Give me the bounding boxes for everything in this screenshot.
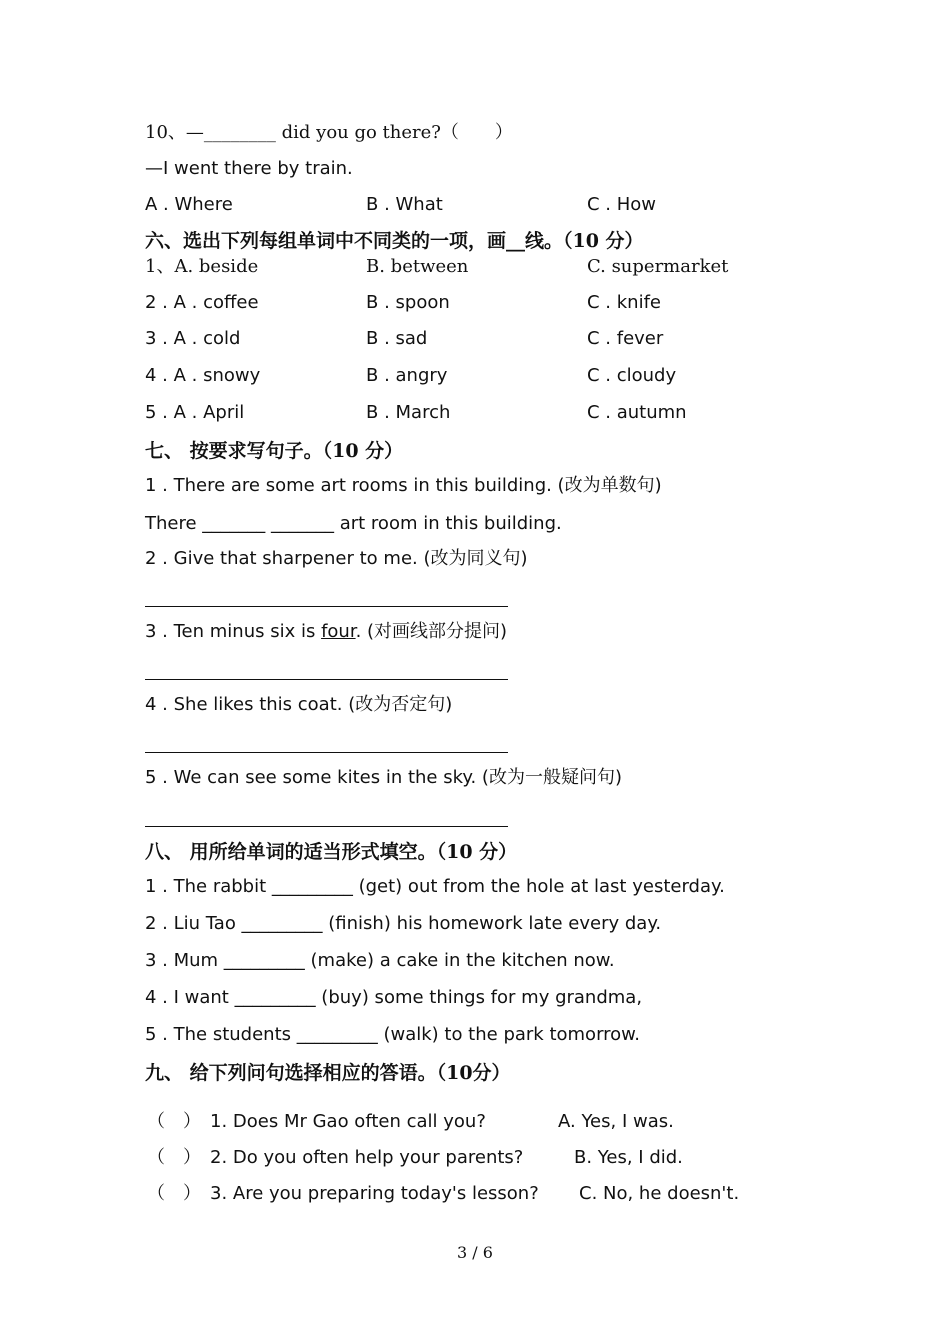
sec9-row3-answer: C. No, he doesn't.	[579, 1183, 740, 1204]
q10-question: 10、—________ did you go there?（ ）	[145, 122, 513, 143]
section-9-title: 九、 给下列问句选择相应的答语。（10分）	[145, 1062, 511, 1084]
page-number: 3 / 6	[457, 1243, 493, 1262]
section-7-title: 七、 按要求写句子。（10 分）	[145, 440, 404, 462]
sec7-q3-answer-line[interactable]	[145, 679, 508, 680]
section-6-title: 六、选出下列每组单词中不同类的一项，画__线。（10 分）	[145, 230, 644, 252]
sec7-q3-pre: 3 . Ten minus six is	[145, 621, 322, 642]
sec7-q3-post: . (对画线部分提问)	[355, 621, 508, 642]
sec8-item-1: 1 . The rabbit _________ (get) out from the hole at last yesterday.	[145, 876, 725, 897]
sec6-row1-c: C. supermarket	[587, 256, 729, 277]
sec6-row4-c: C . cloudy	[587, 365, 677, 386]
sec6-row2-b: B . spoon	[366, 292, 450, 313]
sec9-row2-answer: B. Yes, I did.	[574, 1147, 683, 1168]
sec8-item-5: 5 . The students _________ (walk) to the park tomorrow.	[145, 1024, 640, 1045]
q10-option-c: C . How	[587, 194, 657, 215]
sec6-row2-c: C . knife	[587, 292, 661, 313]
sec9-row1-bracket[interactable]: （ ）	[147, 1111, 201, 1132]
sec9-row2-question: 2. Do you often help your parents?	[210, 1147, 524, 1168]
sec9-row1-answer: A. Yes, I was.	[558, 1111, 674, 1132]
sec6-row3-c: C . fever	[587, 328, 664, 349]
sec7-q3	[145, 620, 507, 644]
sec7-q2: 2 . Give that sharpener to me. (改为同义句)	[145, 548, 528, 569]
section-8-title: 八、 用所给单词的适当形式填空。（10 分）	[145, 841, 518, 863]
sec7-q5-answer-line[interactable]	[145, 826, 508, 827]
sec7-q1-fill: There _______ _______ art room in this building.	[145, 513, 562, 534]
sec7-q2-answer-line[interactable]	[145, 606, 508, 607]
sec7-q4-answer-line[interactable]	[145, 752, 508, 753]
sec8-item-3: 3 . Mum _________ (make) a cake in the kitchen now.	[145, 950, 615, 971]
sec6-row5-c: C . autumn	[587, 402, 687, 423]
sec8-item-4: 4 . I want _________ (buy) some things for my grandma,	[145, 987, 643, 1008]
sec9-row2-bracket[interactable]: （ ）	[147, 1147, 201, 1168]
sec6-row4-a: 4 . A . snowy	[145, 365, 261, 386]
sec7-q5: 5 . We can see some kites in the sky. (改为一般疑问句)	[145, 767, 622, 788]
sec7-q4: 4 . She likes this coat. (改为否定句)	[145, 694, 453, 715]
sec9-row3-question: 3. Are you preparing today's lesson?	[210, 1183, 539, 1204]
sec9-row1-question: 1. Does Mr Gao often call you?	[210, 1111, 486, 1132]
sec7-q3-underlined: four	[321, 621, 356, 642]
sec8-item-2: 2 . Liu Tao _________ (finish) his homework late every day.	[145, 913, 662, 934]
sec6-row2-a: 2 . A . coffee	[145, 292, 259, 313]
q10-option-a: A . Where	[145, 194, 233, 215]
sec6-row3-a: 3 . A . cold	[145, 328, 241, 349]
sec6-row4-b: B . angry	[366, 365, 448, 386]
sec6-row1-a: 1、A. beside	[145, 256, 259, 277]
sec6-row5-b: B . March	[366, 402, 451, 423]
sec6-row5-a: 5 . A . April	[145, 402, 245, 423]
sec9-row3-bracket[interactable]: （ ）	[147, 1183, 201, 1204]
sec6-row1-b: B. between	[366, 256, 469, 277]
sec7-q1: 1 . There are some art rooms in this building. (改为单数句)	[145, 475, 662, 496]
q10-option-b: B . What	[366, 194, 443, 215]
q10-answer-line: —I went there by train.	[145, 158, 353, 179]
sec6-row3-b: B . sad	[366, 328, 428, 349]
